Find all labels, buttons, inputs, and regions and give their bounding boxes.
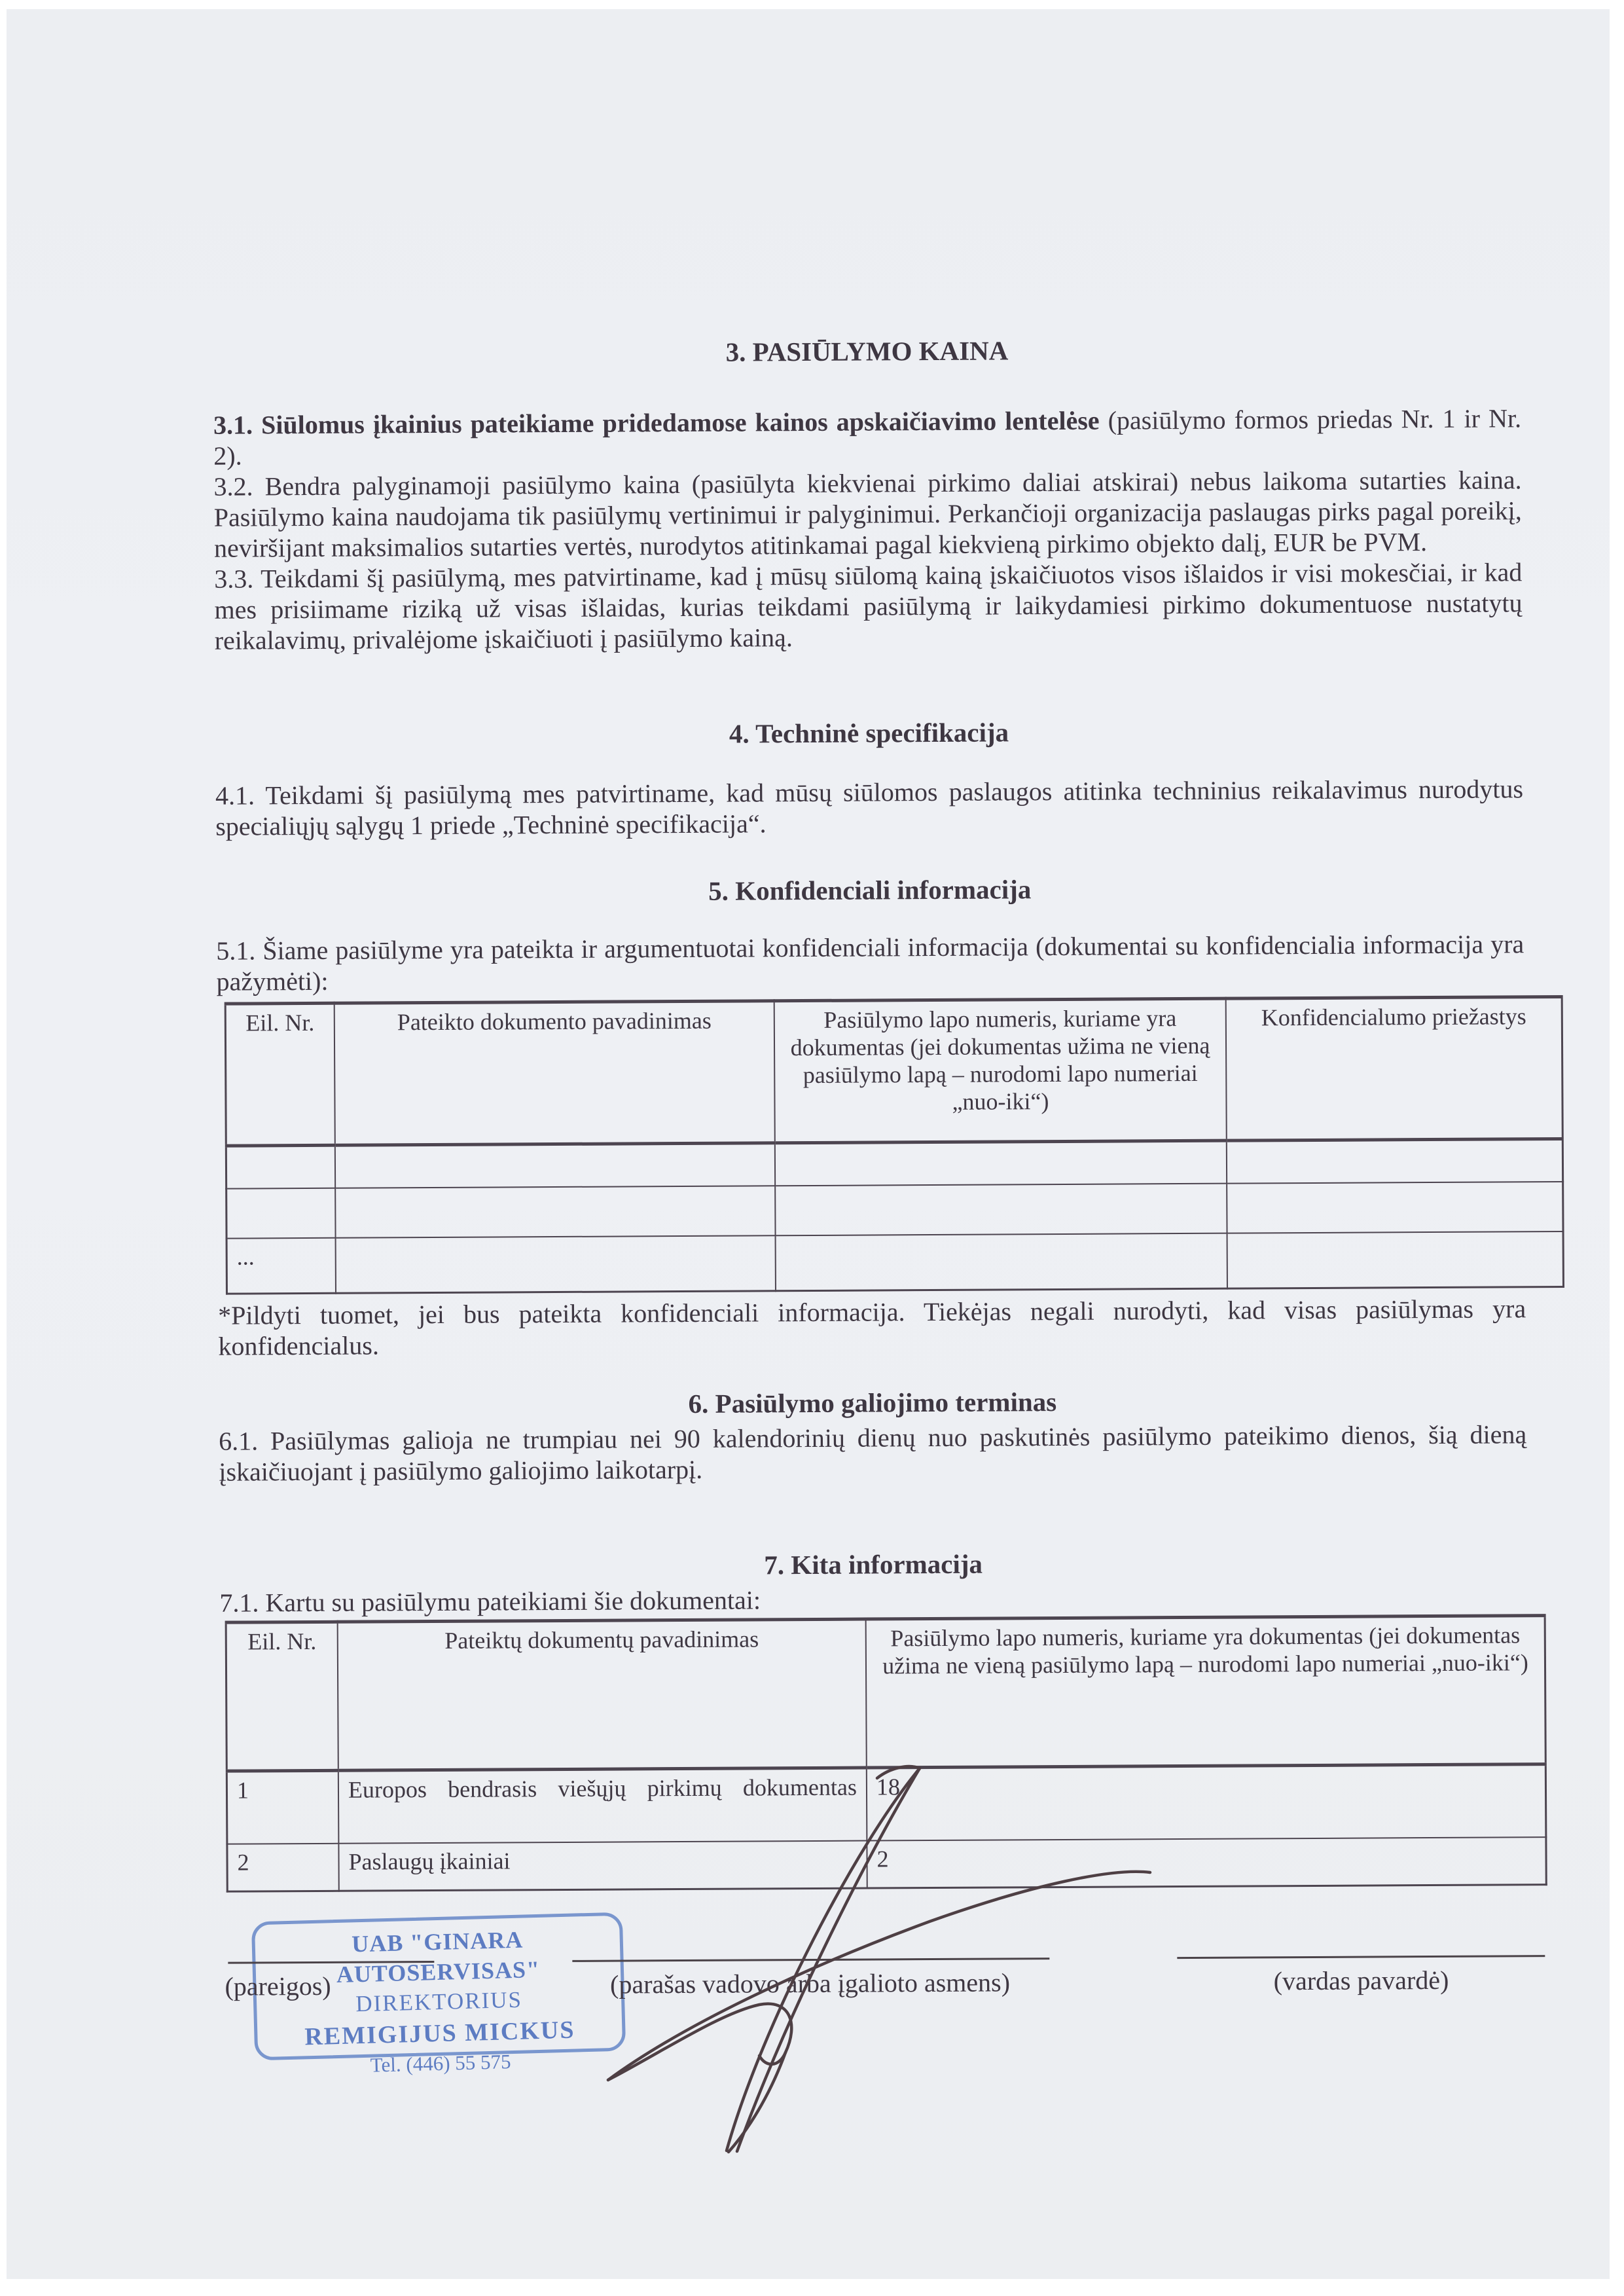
confidential-info-table [225,995,1564,1295]
section4-title: 4. Techninė specifikacija [729,717,1009,749]
table-header-row [225,996,1562,1146]
signature-line-signature [572,1958,1049,1962]
table-row [226,1182,1563,1239]
document-content [2,5,1617,2284]
label-parasas: (parašas vadovo arba įgalioto asmens) [609,1967,1011,1999]
paragraph-3-1-rest: (pasiūlymo formos priedas Nr. 1 ir Nr. 2). [213,403,1522,471]
header-document-name: Pateikto dokumento pavadinimas [334,1001,775,1146]
table-row [226,1231,1563,1294]
scanned-page [7,9,1610,2279]
signature-line-name [1177,1955,1545,1959]
stamp-company-name: UAB "GINARA AUTOSERVISAS" [336,1926,541,1988]
table-row [226,1139,1562,1188]
table-row [227,1837,1546,1891]
section6-title: 6. Pasiūlymo galiojimo terminas [688,1387,1057,1419]
paragraph-3-1 [213,403,1521,471]
submitted-documents-table [225,1614,1547,1893]
stamp-phone: Tel. (446) 55 575 [370,2050,511,2077]
paragraph-6-1: 6.1. Pasiūlymas galioja ne trumpiau nei 90 kalendorinių dienų nuo paskutinės pasiūlymo pateikimo dienos, šią dieną įskaičiuojant į pasiūlymo galiojimo laikotarpį. [219,1419,1527,1487]
header-documents-name: Pateiktų dokumentų pavadinimas [338,1619,867,1770]
header-eil-nr: Eil. Nr. [225,1003,335,1146]
section3-title: 3. PASIŪLYMO KAINA [725,335,1009,367]
section5-title: 5. Konfidenciali informacija [708,874,1032,906]
document-name: Europos bendrasis viešųjų pirkimų dokumentas [338,1768,867,1844]
header-page-number: Pasiūlymo lapo numeris, kuriame yra dokumentas (jei dokumentas užima ne vieną pasiūlymo lapą – nurodomi lapo numeriai „nuo-iki“) [774,998,1227,1143]
ellipsis-cell: ... [226,1238,336,1294]
label-vardas-pavarde: (vardas pavardė) [1273,1965,1449,1996]
header-page-number: Pasiūlymo lapo numeris, kuriame yra dokumentas (jei dokumentas užima ne vieną pasiūlymo lapą – nurodomi lapo numeriai „nuo-iki“) [866,1616,1546,1768]
row-number: 2 [227,1844,339,1891]
header-eil-nr: Eil. Nr. [226,1622,338,1771]
table-row [226,1764,1546,1844]
paragraph-3-2: 3.2. Bendra palyginamoji pasiūlymo kaina (pasiūlyta kiekvienai pirkimo daliai atskirai) nebus laikoma sutarties kaina. Pasiūlymo kaina naudojama tik pasiūlymų vertinimui ir palyginimui. Perkančioji organizacija paslaugas pirks pagal poreikį, neviršijant maksimalios sutarties vertės, nurodytos atitinkamai pagal kiekvieną pirkimo objekto dalį, EUR be PVM. [213,465,1522,563]
paragraph-3-3: 3.3. Teikdami šį pasiūlymą, mes patvirtiname, kad į mūsų siūlomą kainą įskaičiuotos visos išlaidos ir visi mokesčiai, ir kad mes prisiimame riziką už visas išlaidas, kurias teikdami pasiūlymą ir laikydamiesi pirkimo dokumentuose nustatytų reikalavimų, privalėjome įskaičiuoti į pasiūlymo kainą. [214,557,1523,655]
page-number: 2 [867,1837,1546,1888]
row-number: 1 [226,1770,338,1844]
stamp-person-name: REMIGIJUS MICKUS [304,2016,575,2051]
signature-block [221,1899,1530,2187]
paragraph-3-1-bold: 3.1. Siūlomus įkainius pateikiame pridedamose kainos apskaičiavimo lentelėse [213,405,1100,440]
document-name: Paslaugų įkainiai [338,1841,867,1891]
paragraph-4-1: 4.1. Teikdami šį pasiūlymą mes patvirtiname, kad mūsų siūlomos paslaugos atitinka techninius reikalavimus nurodytus specialiųjų sąlygų 1 priede „Techninė specifikacija“. [215,774,1524,841]
paragraph-7-1: 7.1. Kartu su pasiūlymu pateikiami šie dokumentai: [219,1585,761,1618]
table-header-row [226,1616,1545,1772]
label-pareigos: (pareigos) [225,1971,331,2001]
paragraph-5-1: 5.1. Šiame pasiūlyme yra pateikta ir argumentuotai konfidenciali informacija (dokumentai su konfidencialia informacija yra pažymėti): [216,929,1525,996]
section7-title: 7. Kita informacija [764,1548,983,1580]
stamp-position: DIREKTORIUS [355,1986,523,2017]
confidentiality-note: *Pildyti tuomet, jei bus pateikta konfidenciali informacija. Tiekėjas negali nurodyti, kad visas pasiūlymas yra konfidencialus. [218,1294,1526,1361]
page-number: 18 [867,1764,1546,1841]
header-confidentiality-reasons: Konfidencialumo priežastys [1226,996,1563,1140]
